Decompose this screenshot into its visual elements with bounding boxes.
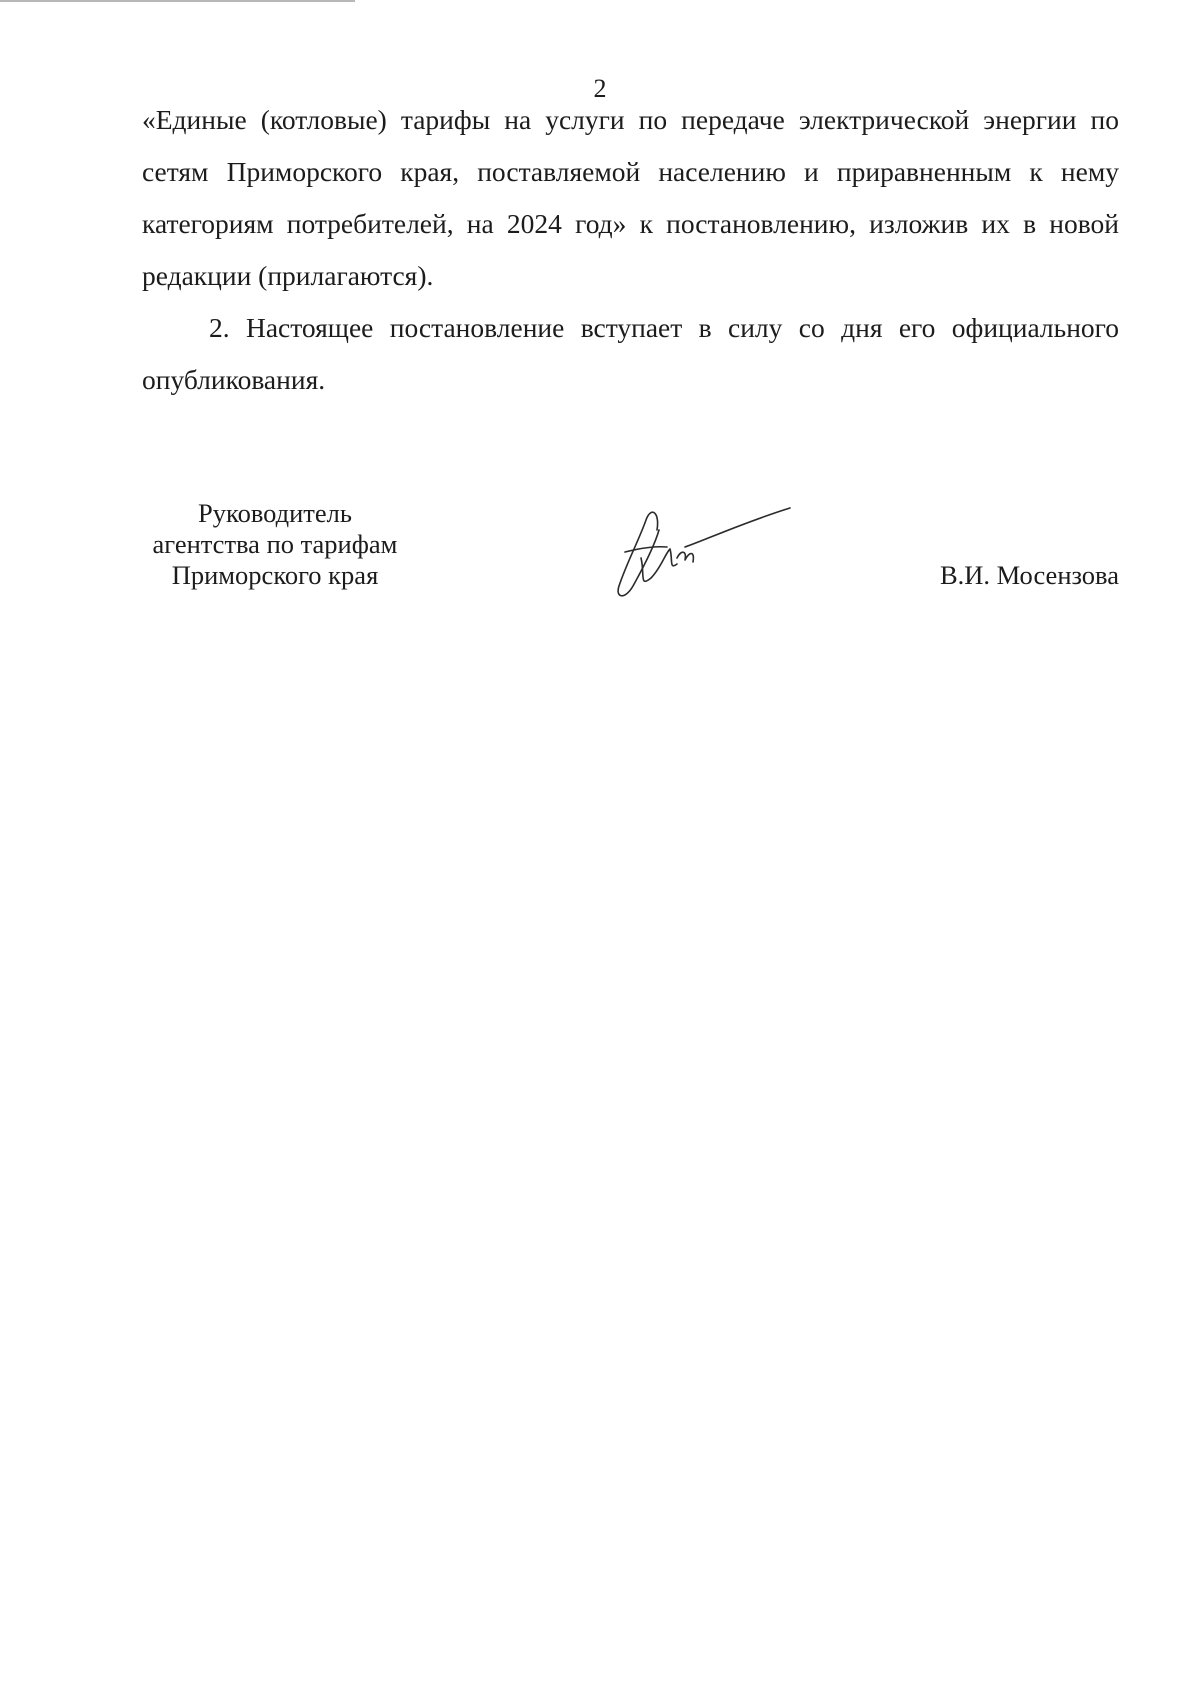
scan-edge-line — [0, 0, 355, 2]
page-number: 2 — [593, 74, 607, 103]
signature-stroke — [685, 508, 790, 547]
signature-stroke — [625, 547, 667, 552]
paragraph-effective-date: 2. Настоящее постановление вступает в силу со дня его официального опубликования. — [142, 312, 1119, 395]
document-body — [142, 94, 1119, 406]
signatory-position-line: Руководитель — [198, 498, 352, 528]
paragraph-tariff-continuation: «Единые (котловые) тарифы на услуги по передаче электрической энергии по сетям Приморского края, поставляемой населению и приравненным к нему категориям потребителей, на 2024 год» к постановлению, изложив их в новой редакции (прилагаются). — [142, 104, 1119, 291]
signatory-position — [130, 498, 420, 591]
signer-name: В.И. Мосензова — [939, 560, 1119, 590]
signature-stroke — [677, 552, 693, 562]
signatory-position-line: агентства по тарифам — [152, 529, 398, 559]
signatory-position-line: Приморского края — [171, 560, 379, 590]
handwritten-signature — [615, 500, 795, 610]
signature-stroke — [641, 549, 677, 581]
signature-stroke — [618, 512, 659, 595]
